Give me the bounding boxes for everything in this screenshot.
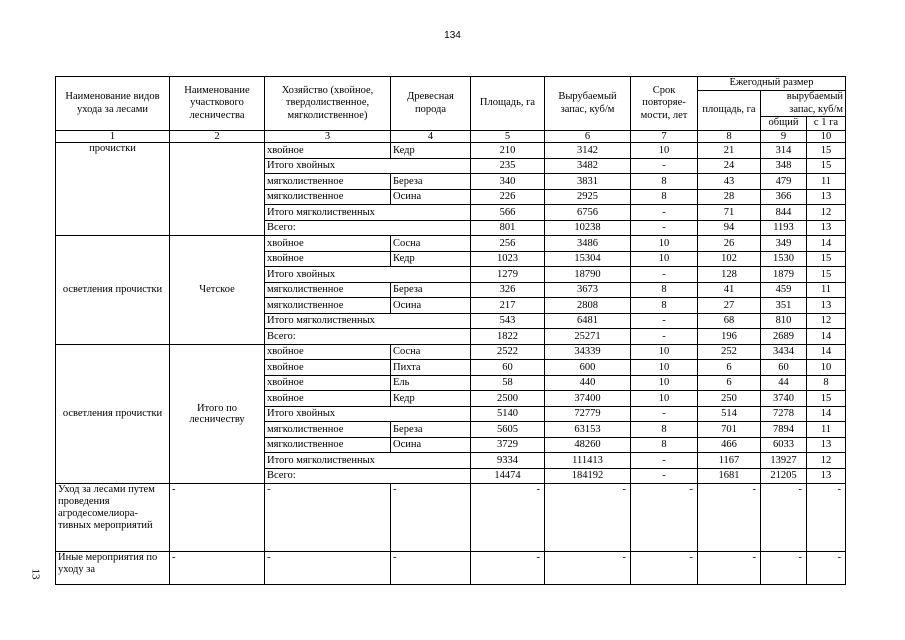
area-cell: 60 bbox=[471, 360, 545, 376]
annual-area-cell: 71 bbox=[698, 205, 761, 221]
area-cell: 235 bbox=[471, 158, 545, 174]
species-cell: Кедр bbox=[391, 391, 471, 407]
dash-cell: - bbox=[545, 484, 631, 552]
farm-cell: Итого хвойных bbox=[265, 267, 471, 283]
area-cell: 9334 bbox=[471, 453, 545, 469]
species-cell: Пихта bbox=[391, 360, 471, 376]
farm-cell: мягколиственное bbox=[265, 298, 391, 314]
stock-cell: 3486 bbox=[545, 236, 631, 252]
dash-cell: - bbox=[391, 552, 471, 585]
period-cell: 10 bbox=[631, 344, 698, 360]
species-cell: Осина bbox=[391, 298, 471, 314]
annual-total-cell: 3740 bbox=[761, 391, 807, 407]
stock-cell: 37400 bbox=[545, 391, 631, 407]
annual-total-cell: 459 bbox=[761, 282, 807, 298]
column-number: 3 bbox=[265, 131, 391, 143]
annual-area-cell: 250 bbox=[698, 391, 761, 407]
farm-cell: мягколиственное bbox=[265, 437, 391, 453]
species-cell: Береза bbox=[391, 422, 471, 438]
annual-per-ha-cell: 13 bbox=[807, 220, 846, 236]
dash-cell: - bbox=[807, 552, 846, 585]
header-annual-per-ha: с 1 га bbox=[807, 117, 846, 131]
side-page-number: 13 bbox=[29, 568, 42, 580]
annual-total-cell: 6033 bbox=[761, 437, 807, 453]
column-number: 4 bbox=[391, 131, 471, 143]
dash-cell: - bbox=[807, 484, 846, 552]
stock-cell: 3831 bbox=[545, 174, 631, 190]
stock-cell: 34339 bbox=[545, 344, 631, 360]
annual-per-ha-cell: 11 bbox=[807, 422, 846, 438]
annual-per-ha-cell: 15 bbox=[807, 158, 846, 174]
farm-cell: мягколиственное bbox=[265, 282, 391, 298]
annual-per-ha-cell: 13 bbox=[807, 437, 846, 453]
dash-cell: - bbox=[265, 552, 391, 585]
period-cell: 8 bbox=[631, 298, 698, 314]
annual-per-ha-cell: 11 bbox=[807, 282, 846, 298]
annual-total-cell: 349 bbox=[761, 236, 807, 252]
table-row bbox=[56, 143, 846, 159]
stock-cell: 111413 bbox=[545, 453, 631, 469]
annual-total-cell: 348 bbox=[761, 158, 807, 174]
stock-cell: 72779 bbox=[545, 406, 631, 422]
column-number: 8 bbox=[698, 131, 761, 143]
farm-cell: хвойное bbox=[265, 375, 391, 391]
annual-per-ha-cell: 15 bbox=[807, 251, 846, 267]
period-cell: - bbox=[631, 406, 698, 422]
farm-cell: Итого мягколиственных bbox=[265, 205, 471, 221]
annual-total-cell: 3434 bbox=[761, 344, 807, 360]
dash-cell: - bbox=[545, 552, 631, 585]
period-cell: 10 bbox=[631, 360, 698, 376]
period-cell: 8 bbox=[631, 282, 698, 298]
stock-cell: 10238 bbox=[545, 220, 631, 236]
annual-area-cell: 6 bbox=[698, 375, 761, 391]
column-number: 7 bbox=[631, 131, 698, 143]
annual-area-cell: 24 bbox=[698, 158, 761, 174]
farm-cell: хвойное bbox=[265, 344, 391, 360]
annual-total-cell: 1530 bbox=[761, 251, 807, 267]
annual-area-cell: 68 bbox=[698, 313, 761, 329]
care-type-cell: осветления прочистки bbox=[56, 344, 170, 484]
period-cell: 10 bbox=[631, 391, 698, 407]
annual-per-ha-cell: 14 bbox=[807, 344, 846, 360]
column-number: 9 bbox=[761, 131, 807, 143]
annual-per-ha-cell: 14 bbox=[807, 236, 846, 252]
farm-cell: Итого мягколиственных bbox=[265, 453, 471, 469]
farm-cell: хвойное bbox=[265, 251, 391, 267]
group-cleaning bbox=[56, 143, 846, 236]
dash-cell: - bbox=[471, 552, 545, 585]
annual-per-ha-cell: 13 bbox=[807, 468, 846, 484]
area-cell: 210 bbox=[471, 143, 545, 159]
stock-cell: 6481 bbox=[545, 313, 631, 329]
area-cell: 340 bbox=[471, 174, 545, 190]
annual-area-cell: 26 bbox=[698, 236, 761, 252]
farm-cell: мягколиственное bbox=[265, 174, 391, 190]
period-cell: 8 bbox=[631, 174, 698, 190]
annual-per-ha-cell: 15 bbox=[807, 143, 846, 159]
annual-total-cell: 7278 bbox=[761, 406, 807, 422]
header-care-type: Наименование видов ухода за лесами bbox=[56, 77, 170, 131]
annual-total-cell: 314 bbox=[761, 143, 807, 159]
farm-cell: Итого хвойных bbox=[265, 406, 471, 422]
annual-area-cell: 94 bbox=[698, 220, 761, 236]
stock-cell: 63153 bbox=[545, 422, 631, 438]
annual-total-cell: 2689 bbox=[761, 329, 807, 345]
annual-per-ha-cell: 12 bbox=[807, 205, 846, 221]
annual-per-ha-cell: 11 bbox=[807, 174, 846, 190]
dash-cell: - bbox=[170, 484, 265, 552]
column-numbers-row bbox=[56, 131, 846, 143]
header-stock: Вырубаемый запас, куб/м bbox=[545, 77, 631, 131]
stock-cell: 48260 bbox=[545, 437, 631, 453]
header-annual-area: площадь, га bbox=[698, 91, 761, 131]
annual-per-ha-cell: 13 bbox=[807, 298, 846, 314]
farm-cell: хвойное bbox=[265, 143, 391, 159]
farm-cell: Итого хвойных bbox=[265, 158, 471, 174]
period-cell: - bbox=[631, 267, 698, 283]
forest-care-table bbox=[55, 76, 846, 585]
area-cell: 1279 bbox=[471, 267, 545, 283]
dash-cell: - bbox=[631, 552, 698, 585]
annual-per-ha-cell: 10 bbox=[807, 360, 846, 376]
stock-cell: 600 bbox=[545, 360, 631, 376]
period-cell: 8 bbox=[631, 437, 698, 453]
stock-cell: 18790 bbox=[545, 267, 631, 283]
column-number: 6 bbox=[545, 131, 631, 143]
annual-total-cell: 844 bbox=[761, 205, 807, 221]
annual-per-ha-cell: 12 bbox=[807, 313, 846, 329]
header-species: Древесная порода bbox=[391, 77, 471, 131]
annual-per-ha-cell: 15 bbox=[807, 267, 846, 283]
farm-cell: мягколиственное bbox=[265, 422, 391, 438]
forestry-cell: Четское bbox=[170, 236, 265, 345]
period-cell: - bbox=[631, 158, 698, 174]
annual-per-ha-cell: 14 bbox=[807, 406, 846, 422]
group-chetskoe bbox=[56, 236, 846, 345]
extra-activities bbox=[56, 484, 846, 585]
dash-cell: - bbox=[170, 552, 265, 585]
period-cell: 10 bbox=[631, 375, 698, 391]
stock-cell: 25271 bbox=[545, 329, 631, 345]
annual-area-cell: 43 bbox=[698, 174, 761, 190]
dash-cell: - bbox=[631, 484, 698, 552]
header-farm: Хозяйство (хвойное, твердолиственное, мягколиственное) bbox=[265, 77, 391, 131]
stock-cell: 6756 bbox=[545, 205, 631, 221]
annual-area-cell: 102 bbox=[698, 251, 761, 267]
species-cell: Кедр bbox=[391, 251, 471, 267]
period-cell: - bbox=[631, 468, 698, 484]
area-cell: 543 bbox=[471, 313, 545, 329]
area-cell: 226 bbox=[471, 189, 545, 205]
period-cell: - bbox=[631, 313, 698, 329]
care-type-cell: осветления прочистки bbox=[56, 236, 170, 345]
header-period: Срок повторяе-мости, лет bbox=[631, 77, 698, 131]
page-number: 134 bbox=[444, 30, 461, 41]
annual-total-cell: 1879 bbox=[761, 267, 807, 283]
annual-total-cell: 1193 bbox=[761, 220, 807, 236]
activity-name: Уход за лесами путем проведения агродесомелиора-тивных мероприятий bbox=[56, 484, 170, 552]
farm-cell: Всего: bbox=[265, 329, 471, 345]
farm-cell: Всего: bbox=[265, 468, 471, 484]
annual-total-cell: 351 bbox=[761, 298, 807, 314]
period-cell: 10 bbox=[631, 236, 698, 252]
group-total-forestry bbox=[56, 344, 846, 484]
period-cell: - bbox=[631, 329, 698, 345]
activity-name: Иные мероприятия по уходу за bbox=[56, 552, 170, 585]
annual-area-cell: 1167 bbox=[698, 453, 761, 469]
table-row bbox=[56, 344, 846, 360]
annual-area-cell: 41 bbox=[698, 282, 761, 298]
annual-area-cell: 128 bbox=[698, 267, 761, 283]
column-number: 5 bbox=[471, 131, 545, 143]
annual-total-cell: 810 bbox=[761, 313, 807, 329]
annual-total-cell: 479 bbox=[761, 174, 807, 190]
area-cell: 5605 bbox=[471, 422, 545, 438]
farm-cell: хвойное bbox=[265, 236, 391, 252]
annual-per-ha-cell: 15 bbox=[807, 391, 846, 407]
area-cell: 566 bbox=[471, 205, 545, 221]
header-annual: Ежегодный размер bbox=[698, 77, 846, 91]
stock-cell: 2808 bbox=[545, 298, 631, 314]
period-cell: 10 bbox=[631, 251, 698, 267]
period-cell: - bbox=[631, 453, 698, 469]
dash-cell: - bbox=[698, 552, 761, 585]
species-cell: Ель bbox=[391, 375, 471, 391]
stock-cell: 3142 bbox=[545, 143, 631, 159]
annual-per-ha-cell: 8 bbox=[807, 375, 846, 391]
annual-area-cell: 701 bbox=[698, 422, 761, 438]
forestry-cell bbox=[170, 143, 265, 236]
care-type-cell: прочистки bbox=[56, 143, 170, 236]
area-cell: 217 bbox=[471, 298, 545, 314]
annual-total-cell: 21205 bbox=[761, 468, 807, 484]
period-cell: 8 bbox=[631, 422, 698, 438]
area-cell: 801 bbox=[471, 220, 545, 236]
annual-area-cell: 6 bbox=[698, 360, 761, 376]
farm-cell: Всего: bbox=[265, 220, 471, 236]
area-cell: 5140 bbox=[471, 406, 545, 422]
stock-cell: 440 bbox=[545, 375, 631, 391]
area-cell: 2500 bbox=[471, 391, 545, 407]
annual-per-ha-cell: 13 bbox=[807, 189, 846, 205]
dash-cell: - bbox=[761, 484, 807, 552]
period-cell: - bbox=[631, 205, 698, 221]
annual-total-cell: 60 bbox=[761, 360, 807, 376]
column-number: 10 bbox=[807, 131, 846, 143]
annual-area-cell: 514 bbox=[698, 406, 761, 422]
annual-area-cell: 466 bbox=[698, 437, 761, 453]
farm-cell: хвойное bbox=[265, 391, 391, 407]
area-cell: 326 bbox=[471, 282, 545, 298]
stock-cell: 15304 bbox=[545, 251, 631, 267]
species-cell: Береза bbox=[391, 282, 471, 298]
dash-cell: - bbox=[471, 484, 545, 552]
annual-area-cell: 196 bbox=[698, 329, 761, 345]
dash-cell: - bbox=[761, 552, 807, 585]
annual-area-cell: 27 bbox=[698, 298, 761, 314]
farm-cell: мягколиственное bbox=[265, 189, 391, 205]
area-cell: 14474 bbox=[471, 468, 545, 484]
header-annual-stock: вырубаемый запас, куб/м bbox=[761, 91, 846, 117]
annual-per-ha-cell: 12 bbox=[807, 453, 846, 469]
annual-total-cell: 13927 bbox=[761, 453, 807, 469]
header-area: Площадь, га bbox=[471, 77, 545, 131]
table-row bbox=[56, 236, 846, 252]
dash-cell: - bbox=[265, 484, 391, 552]
annual-area-cell: 21 bbox=[698, 143, 761, 159]
species-cell: Осина bbox=[391, 189, 471, 205]
column-number: 2 bbox=[170, 131, 265, 143]
stock-cell: 3673 bbox=[545, 282, 631, 298]
annual-total-cell: 7894 bbox=[761, 422, 807, 438]
period-cell: - bbox=[631, 220, 698, 236]
species-cell: Сосна bbox=[391, 344, 471, 360]
stock-cell: 2925 bbox=[545, 189, 631, 205]
period-cell: 10 bbox=[631, 143, 698, 159]
farm-cell: Итого мягколиственных bbox=[265, 313, 471, 329]
annual-total-cell: 44 bbox=[761, 375, 807, 391]
annual-area-cell: 252 bbox=[698, 344, 761, 360]
dash-cell: - bbox=[698, 484, 761, 552]
header-annual-total: общий bbox=[761, 117, 807, 131]
area-cell: 2522 bbox=[471, 344, 545, 360]
farm-cell: хвойное bbox=[265, 360, 391, 376]
species-cell: Береза bbox=[391, 174, 471, 190]
species-cell: Кедр bbox=[391, 143, 471, 159]
annual-area-cell: 1681 bbox=[698, 468, 761, 484]
area-cell: 3729 bbox=[471, 437, 545, 453]
annual-total-cell: 366 bbox=[761, 189, 807, 205]
area-cell: 1822 bbox=[471, 329, 545, 345]
header-forestry: Наименование участкового лесничества bbox=[170, 77, 265, 131]
stock-cell: 3482 bbox=[545, 158, 631, 174]
column-number: 1 bbox=[56, 131, 170, 143]
area-cell: 58 bbox=[471, 375, 545, 391]
annual-area-cell: 28 bbox=[698, 189, 761, 205]
forestry-cell: Итого по лесничеству bbox=[170, 344, 265, 484]
species-cell: Сосна bbox=[391, 236, 471, 252]
annual-per-ha-cell: 14 bbox=[807, 329, 846, 345]
period-cell: 8 bbox=[631, 189, 698, 205]
area-cell: 256 bbox=[471, 236, 545, 252]
stock-cell: 184192 bbox=[545, 468, 631, 484]
dash-cell: - bbox=[391, 484, 471, 552]
species-cell: Осина bbox=[391, 437, 471, 453]
area-cell: 1023 bbox=[471, 251, 545, 267]
